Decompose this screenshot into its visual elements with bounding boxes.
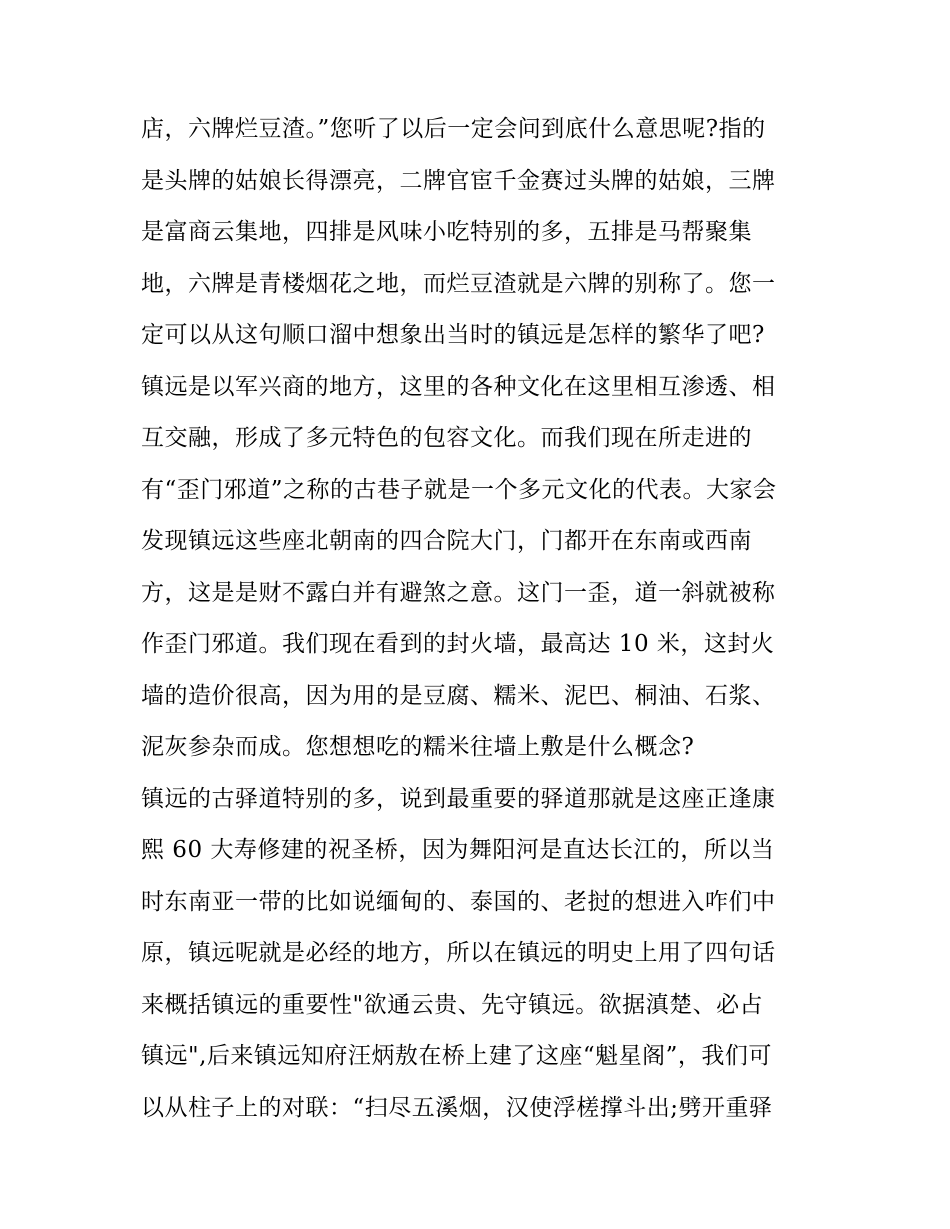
text-line: 来概括镇远的重要性"欲通云贵、先守镇远。欲据滇楚、必占 [141,991,764,1018]
text-line: 作歪门邪道。我们现在看到的封火墙，最高达 10 米，这封火 [141,631,775,657]
text-line: 镇远",后来镇远知府汪炳敖在桥上建了这座“魁星阁”，我们可 [141,1043,772,1069]
text-line: 泥灰参杂而成。您想想吃的糯米往墙上敷是什么概念? [141,734,695,760]
text-line: 时东南亚一带的比如说缅甸的、泰国的、老挝的想进入咋们中 [141,888,776,915]
text-line: 熙 60 大寿修建的祝圣桥，因为舞阳河是直达长江的，所以当 [141,837,775,863]
text-line: 方，这是是财不露白并有避煞之意。这门一歪，道一斜就被称 [141,579,776,606]
text-line: 定可以从这句顺口溜中想象出当时的镇远是怎样的繁华了吧? [141,322,765,348]
text-line: 以从柱子上的对联：“扫尽五溪烟，汉使浮槎撑斗出;劈开重驿 [141,1094,773,1121]
text-line: 原，镇远呢就是必经的地方，所以在镇远的明史上用了四句话 [141,940,776,966]
text-line: 是富商云集地，四排是风味小吃特别的多，五排是马帮聚集 [141,219,752,245]
text-line: 有“歪门邪道”之称的古巷子就是一个多元文化的代表。大家会 [141,476,777,503]
text-line: 是头牌的姑娘长得漂亮，二牌官宦千金赛过头牌的姑娘，三牌 [141,167,776,194]
text-line: 地，六牌是青楼烟花之地，而烂豆渣就是六牌的别称了。您一 [141,270,776,297]
text-line: 发现镇远这些座北朝南的四合院大门，门都开在东南或西南 [141,528,752,554]
text-line: 镇远是以军兴商的地方，这里的各种文化在这里相互渗透、相 [141,373,776,400]
text-line: 镇远的古驿道特别的多，说到最重要的驿道那就是这座正逢康 [141,785,776,812]
body-text [141,104,821,1134]
text-line: 互交融，形成了多元特色的包容文化。而我们现在所走进的 [141,425,752,451]
text-line: 墙的造价很高，因为用的是豆腐、糯米、泥巴、桐油、石浆、 [141,682,776,709]
text-line: 店，六牌烂豆渣。”您听了以后一定会问到底什么意思呢?指的 [141,116,766,142]
